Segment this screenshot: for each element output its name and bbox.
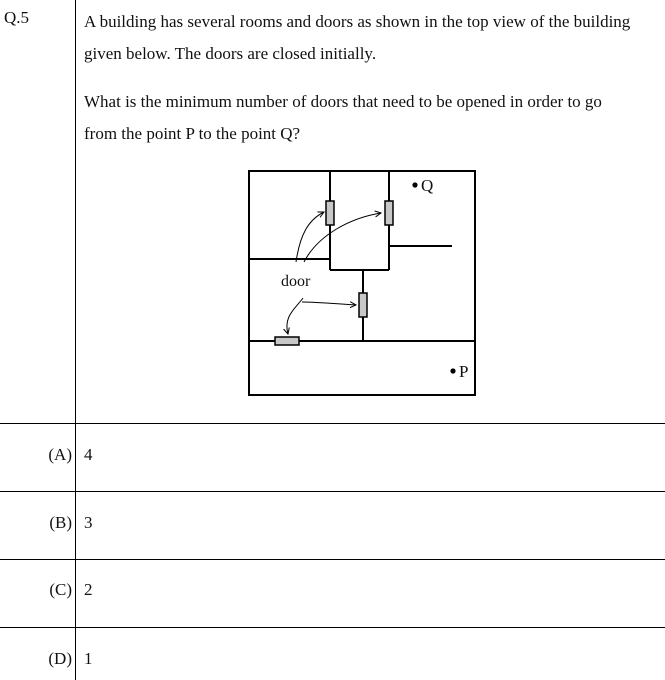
question-prompt-line: from the point P to the point Q? [84,124,301,143]
question-prompt-line: What is the minimum number of doors that need to be opened in order to go [84,92,602,111]
left-column-divider [75,0,76,680]
row-divider [0,423,665,424]
question-number: Q.5 [4,8,30,27]
option-d-label[interactable]: (D) [48,649,72,668]
option-b-value[interactable]: 3 [84,513,93,532]
option-c-label[interactable]: (C) [49,580,72,599]
point-p-marker [450,368,455,373]
building-floor-plan [246,168,478,398]
row-divider [0,491,665,492]
door [326,201,334,225]
row-divider [0,627,665,628]
question-text-line: given below. The doors are closed initially. [84,44,377,63]
door [359,293,367,317]
door-pointer-arrow [304,213,381,262]
option-d-value[interactable]: 1 [84,649,93,668]
option-a-value[interactable]: 4 [84,445,93,464]
option-c-value[interactable]: 2 [84,580,93,599]
door [385,201,393,225]
question-prompt [84,86,662,150]
door-label: door [281,273,311,290]
point-q-marker [412,182,417,187]
point-q-label: Q [421,176,434,195]
option-b-label[interactable]: (B) [49,513,72,532]
door [275,337,299,345]
door-pointer-arrow [296,212,324,262]
question-text [84,6,662,70]
question-text-line: A building has several rooms and doors as shown in the top view of the building [84,12,631,31]
door-pointer-arrow [302,302,356,305]
door-pointer-arrow [287,298,303,334]
point-p-label: P [459,362,469,381]
row-divider [0,559,665,560]
option-a-label[interactable]: (A) [48,445,72,464]
